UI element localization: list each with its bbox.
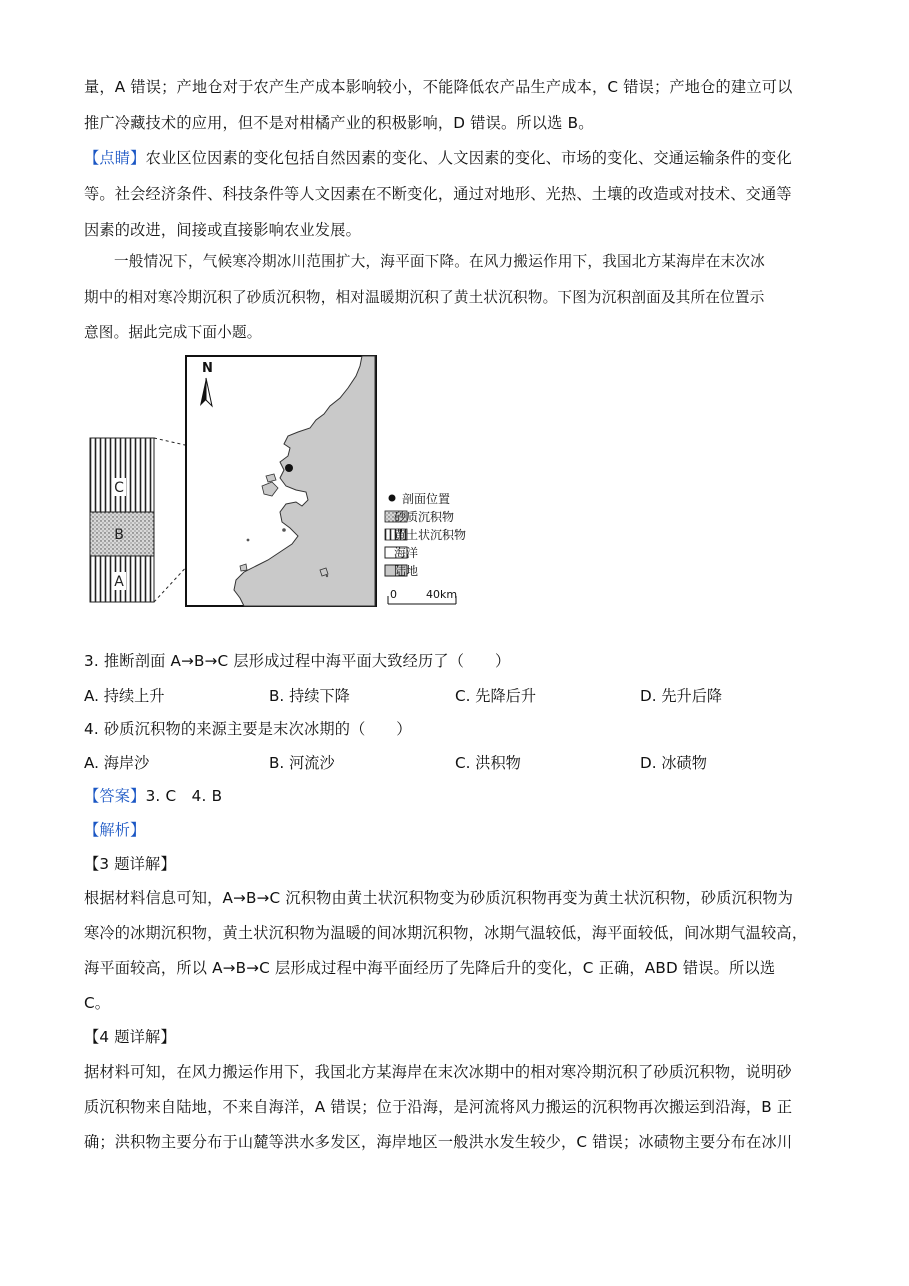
option-b: B. 持续下降: [269, 687, 350, 705]
text-line: [84, 148, 792, 168]
island: [247, 539, 250, 542]
text-line: 一般情况下，气候寒冷期冰川范围扩大，海平面下降。在风力搬运作用下，我国北方某海岸在末次冰: [114, 253, 765, 270]
sediment-profile-figure: [84, 352, 504, 610]
map-legend: [385, 491, 466, 604]
text-line: 等。社会经济条件、科技条件等人文因素在不断变化，通过对地形、光热、土壤的改造或对技术、交通等: [84, 185, 792, 203]
legend-label: 砂质沉积物: [394, 510, 455, 524]
text-line: 量，A 错误；产地仓对于农产生产成本影响较小，不能降低农产品生产成本，C 错误；产地仓的建立可以: [84, 78, 793, 96]
legend-label: 海洋: [394, 546, 419, 560]
text-span: 农业区位因素的变化包括自然因素的变化、人文因素的变化、市场的变化、交通运输条件的变化: [145, 149, 792, 167]
north-label: N: [202, 361, 213, 376]
q4-detail-tag: 【4 题详解】: [84, 1028, 176, 1046]
q3-detail-tag: 【3 题详解】: [84, 855, 176, 873]
legend-label: 黄土状沉积物: [394, 528, 467, 542]
option-c: C. 洪积物: [455, 754, 521, 772]
dianjing-tag: 【点睛】: [84, 149, 146, 167]
text-line: 据材料可知，在风力搬运作用下，我国北方某海岸在末次冰期中的相对寒冷期沉积了砂质沉积物，说明砂: [84, 1063, 792, 1081]
scale-zero: 0: [390, 588, 397, 601]
text-line: 推广冷藏技术的应用，但不是对柑橘产业的积极影响，D 错误。所以选 B。: [84, 114, 594, 132]
layer-label-c: C: [114, 480, 124, 496]
island: [282, 528, 286, 532]
layer-label-a: A: [114, 574, 124, 590]
answer-text: 3. C 4. B: [145, 787, 223, 805]
text-line: 确；洪积物主要分布于山麓等洪水多发区，海岸地区一般洪水发生较少，C 错误；冰碛物主要分布在冰川: [84, 1133, 793, 1151]
analysis-tag: 【解析】: [84, 821, 146, 839]
option-d: D. 先升后降: [640, 687, 723, 705]
text-line: 期中的相对寒冷期沉积了砂质沉积物，相对温暖期沉积了黄土状沉积物。下图为沉积剖面及其所在位置示: [84, 289, 765, 306]
legend-dot-icon: [389, 495, 396, 502]
text-line: C。: [84, 994, 111, 1012]
question-stem: 4. 砂质沉积物的来源主要是末次冰期的（ ）: [84, 720, 412, 738]
location-map: [186, 356, 376, 606]
island: [320, 568, 328, 576]
text-line: 意图。据此完成下面小题。: [84, 324, 262, 341]
option-b: B. 河流沙: [269, 754, 335, 772]
island: [326, 575, 328, 577]
text-line: 因素的改进，间接或直接影响农业发展。: [84, 221, 361, 239]
question-stem: 3. 推断剖面 A→B→C 层形成过程中海平面大致经历了（ ）: [84, 652, 511, 670]
sediment-column: [90, 438, 154, 602]
text-line: 海平面较高，所以 A→B→C 层形成过程中海平面经历了先降后升的变化，C 正确，ABD 错误。所以选: [84, 959, 776, 977]
text-line: 根据材料信息可知，A→B→C 沉积物由黄土状沉积物变为砂质沉积物再变为黄土状沉积物，砂质沉积物为: [84, 889, 794, 907]
text-line: 寒冷的冰期沉积物，黄土状沉积物为温暖的间冰期沉积物，冰期气温较低，海平面较低，间冰期气温较高，: [84, 924, 808, 942]
option-d: D. 冰碛物: [640, 754, 707, 772]
layer-label-b: B: [114, 527, 124, 543]
text-line: 质沉积物来自陆地，不来自海洋，A 错误；位于沿海，是河流将风力搬运的沉积物再次搬运到沿海，B 正: [84, 1098, 793, 1116]
legend-label: 剖面位置: [402, 492, 451, 506]
profile-location-dot: [285, 464, 293, 472]
option-c: C. 先降后升: [455, 687, 537, 705]
answer-tag: 【答案】: [84, 787, 146, 805]
option-a: A. 持续上升: [84, 687, 165, 705]
answer-line: [84, 786, 222, 806]
legend-label: 陆地: [394, 564, 419, 578]
scale-bar: [388, 588, 457, 604]
scale-label: 40km: [426, 588, 458, 601]
option-a: A. 海岸沙: [84, 754, 150, 772]
